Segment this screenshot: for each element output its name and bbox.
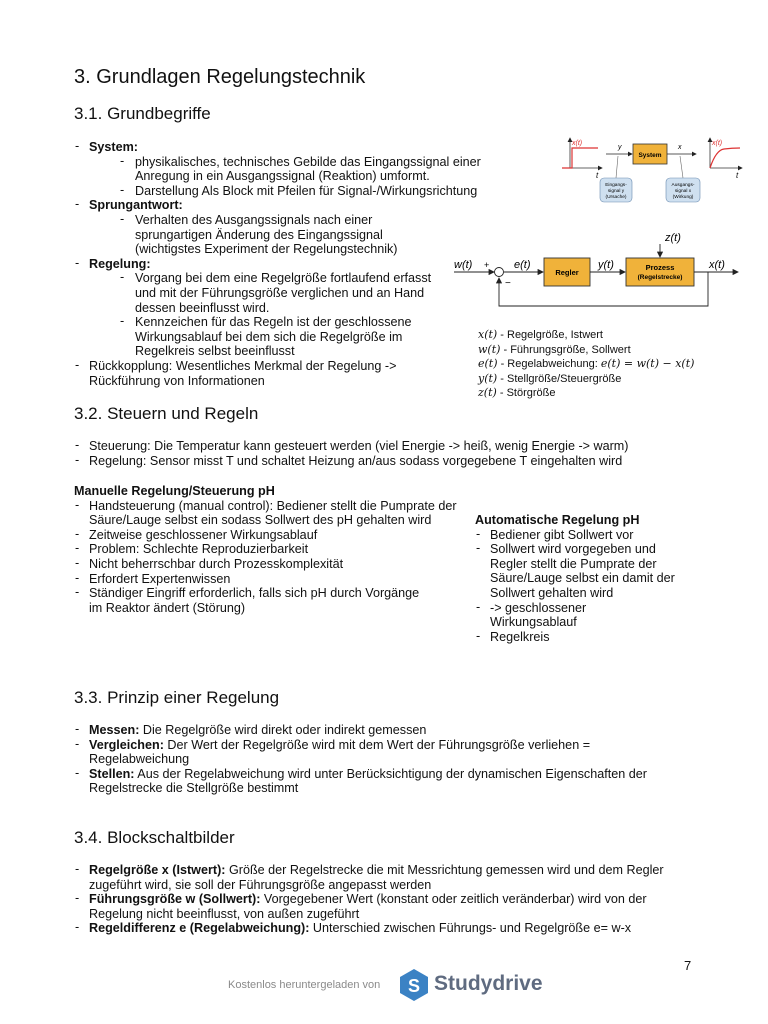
list-item: - Regeldifferenz e (Regelabweichung): Unterschied zwischen Führungs- und Regelgröße e= w-x — [74, 921, 699, 936]
prozess-label: Prozess — [645, 263, 675, 272]
legend-row: w(t) - Führungsgröße, Sollwert — [478, 342, 631, 356]
footer-text: Kostenlos heruntergeladen von — [228, 979, 381, 991]
page-title: 3. Grundlagen Regelungstechnik — [74, 66, 366, 88]
output-signal-label: x(t) — [712, 140, 723, 147]
studydrive-logo-icon — [398, 968, 430, 1002]
list-item — [74, 140, 514, 198]
section-3-1-body — [74, 140, 514, 388]
summing-junction — [495, 268, 504, 277]
list-item: - physikalisches, technisches Gebilde das Eingangssignal einer Anregung in ein Ausgangssignal (Reaktion) umformt. — [120, 155, 514, 184]
system-block-diagram — [558, 130, 748, 210]
list-item: - Führungsgröße w (Sollwert): Vorgegebener Wert (konstant oder zeitlich veränderbar) wird von der Regelung nicht beeinflusst, von außen zugeführt — [74, 892, 699, 921]
legend-row: z(t) - Störgröße — [478, 386, 556, 399]
z-label: z(t) — [665, 232, 681, 244]
list-item: - -> geschlossener Wirkungsablauf — [475, 601, 600, 630]
output-note-2: signal x — [674, 189, 692, 194]
handsteuerung-label: Handsteuerung (manual control): — [89, 498, 274, 513]
output-note-1: Ausgangs- — [671, 183, 695, 188]
list-item: - Verhalten des Ausgangssignals nach einer sprungartigen Änderung des Eingangssignal (wichtigstes Experiment der Regelungstechnik) — [120, 213, 440, 257]
legend-row: y(t) - Stellgröße/Steuergröße — [478, 371, 622, 385]
footer-brand[interactable]: Studydrive — [434, 972, 543, 995]
input-note-1: Eingangs- — [605, 183, 627, 188]
list-item: - Problem: Schlechte Reproduzierbarkeit — [74, 542, 464, 557]
list-item: - Nicht beherrschbar durch Prozesskomplexität — [74, 557, 464, 572]
manual-control-block — [74, 484, 464, 615]
list-item — [74, 499, 464, 528]
list-item — [74, 359, 449, 388]
x-label-2: x(t) — [709, 259, 725, 271]
list-item: - Regelgröße x (Istwert): Größe der Regelstrecke die mit Messrichtung gemessen wird und dem Regler zugeführt wird, sie soll der Führungsgröße angepasst werden — [74, 863, 699, 892]
list-item: - Sollwert wird vorgegeben und Regler stellt die Pumprate der Säure/Lauge selbst ein damit der Sollwert gehalten wird — [475, 542, 686, 600]
plus-sign: + — [484, 260, 490, 270]
handsteuerung-text: Bediener stellt die Pumprate der Säure/Lauge selbst ein sodass Sollwert des pH gehalten wird — [89, 498, 457, 528]
input-step-plot — [562, 138, 602, 180]
rueckkopplung-text: Wesentliches Merkmal der Regelung -> Rückführung von Informationen — [89, 358, 397, 388]
footer-watermark — [228, 968, 558, 1004]
section-3-2-body — [74, 439, 714, 468]
y-label: y — [618, 144, 622, 151]
list-item: - Ständiger Eingriff erforderlich, falls sich pH durch Vorgänge im Reaktor ändert (Störung) — [74, 586, 429, 615]
list-item: - Messen: Die Regelgröße wird direkt oder indirekt gemessen — [74, 723, 674, 738]
logo-letter: S — [407, 976, 421, 996]
section-3-3-body — [74, 723, 674, 796]
list-item: - Darstellung Als Block mit Pfeilen für Signal-/Wirkungsrichtung — [120, 184, 514, 199]
list-item: - Regelkreis — [475, 630, 695, 645]
section-heading-3-4: 3.4. Blockschaltbilder — [74, 828, 235, 847]
output-note-3: (Wirkung) — [672, 195, 694, 200]
prozess-sublabel: (Regelstrecke) — [637, 274, 683, 281]
regler-label: Regler — [555, 268, 579, 277]
term-regelung: Regelung: — [89, 256, 151, 271]
y-label-2: y(t) — [598, 259, 614, 271]
term-system: System: — [89, 140, 138, 154]
minus-sign: − — [505, 278, 511, 289]
legend-row: e(t) - Regelabweichung: e(t) = w(t) − x(t) — [478, 357, 695, 370]
manual-title: Manuelle Regelung/Steuerung pH — [74, 484, 275, 498]
page-number: 7 — [684, 958, 692, 973]
term-rueckkopplung: Rückkopplung: — [89, 358, 173, 373]
control-loop-diagram — [452, 228, 742, 318]
input-note-2: signal y — [607, 189, 625, 194]
term-sprungantwort: Sprungantwort: — [89, 198, 183, 213]
section-heading-3-1: 3.1. Grundbegriffe — [74, 104, 211, 123]
list-item: - Kennzeichen für das Regeln ist der geschlossene Wirkungsablauf bei dem sich die Regelgröße im Regelkreis selbst beeinflusst — [120, 315, 440, 359]
input-note-3: (Ursache) — [605, 195, 627, 200]
t-axis-label: t — [596, 171, 599, 180]
output-response-plot — [710, 138, 742, 180]
auto-title: Automatische Regelung pH — [475, 513, 640, 527]
legend-row: x(t) - Regelgröße, Istwert — [478, 328, 603, 341]
x-label: x — [678, 144, 682, 151]
section-3-4-body — [74, 863, 699, 936]
signal-legend — [478, 328, 694, 401]
list-item: - Vergleichen: Der Wert der Regelgröße wird mit dem Wert der Führungsgröße verliehen = Regelabweichung — [74, 738, 674, 767]
auto-control-block — [475, 513, 695, 644]
list-item: - Steuerung: Die Temperatur kann gesteuert werden (viel Energie -> heiß, wenig Energie -> warm) — [74, 439, 714, 454]
list-item: - Stellen: Aus der Regelabweichung wird unter Berücksichtigung der dynamischen Eigenschaften der Regelstrecke die Stellgröße bestimmt — [74, 767, 674, 796]
list-item: - Vorgang bei dem eine Regelgröße fortlaufend erfasst und mit der Führungsgröße verglichen und an Hand dessen beeinflusst wird. — [120, 271, 440, 315]
system-block-label: System — [638, 152, 662, 159]
list-item: - Bediener gibt Sollwert vor — [475, 528, 695, 543]
list-item — [74, 198, 514, 256]
section-heading-3-3: 3.3. Prinzip einer Regelung — [74, 688, 280, 707]
list-item — [74, 257, 514, 359]
list-item: - Erfordert Expertenwissen — [74, 572, 464, 587]
section-heading-3-2: 3.2. Steuern und Regeln — [74, 404, 259, 423]
e-label: e(t) — [514, 259, 531, 271]
w-label: w(t) — [454, 259, 473, 271]
list-item: - Regelung: Sensor misst T und schaltet Heizung an/aus sodass vorgegebene T eingehalten wird — [74, 454, 714, 469]
list-item: - Zeitweise geschlossener Wirkungsablauf — [74, 528, 464, 543]
input-signal-label: x(t) — [572, 140, 583, 147]
t-axis-label-2: t — [736, 171, 739, 180]
